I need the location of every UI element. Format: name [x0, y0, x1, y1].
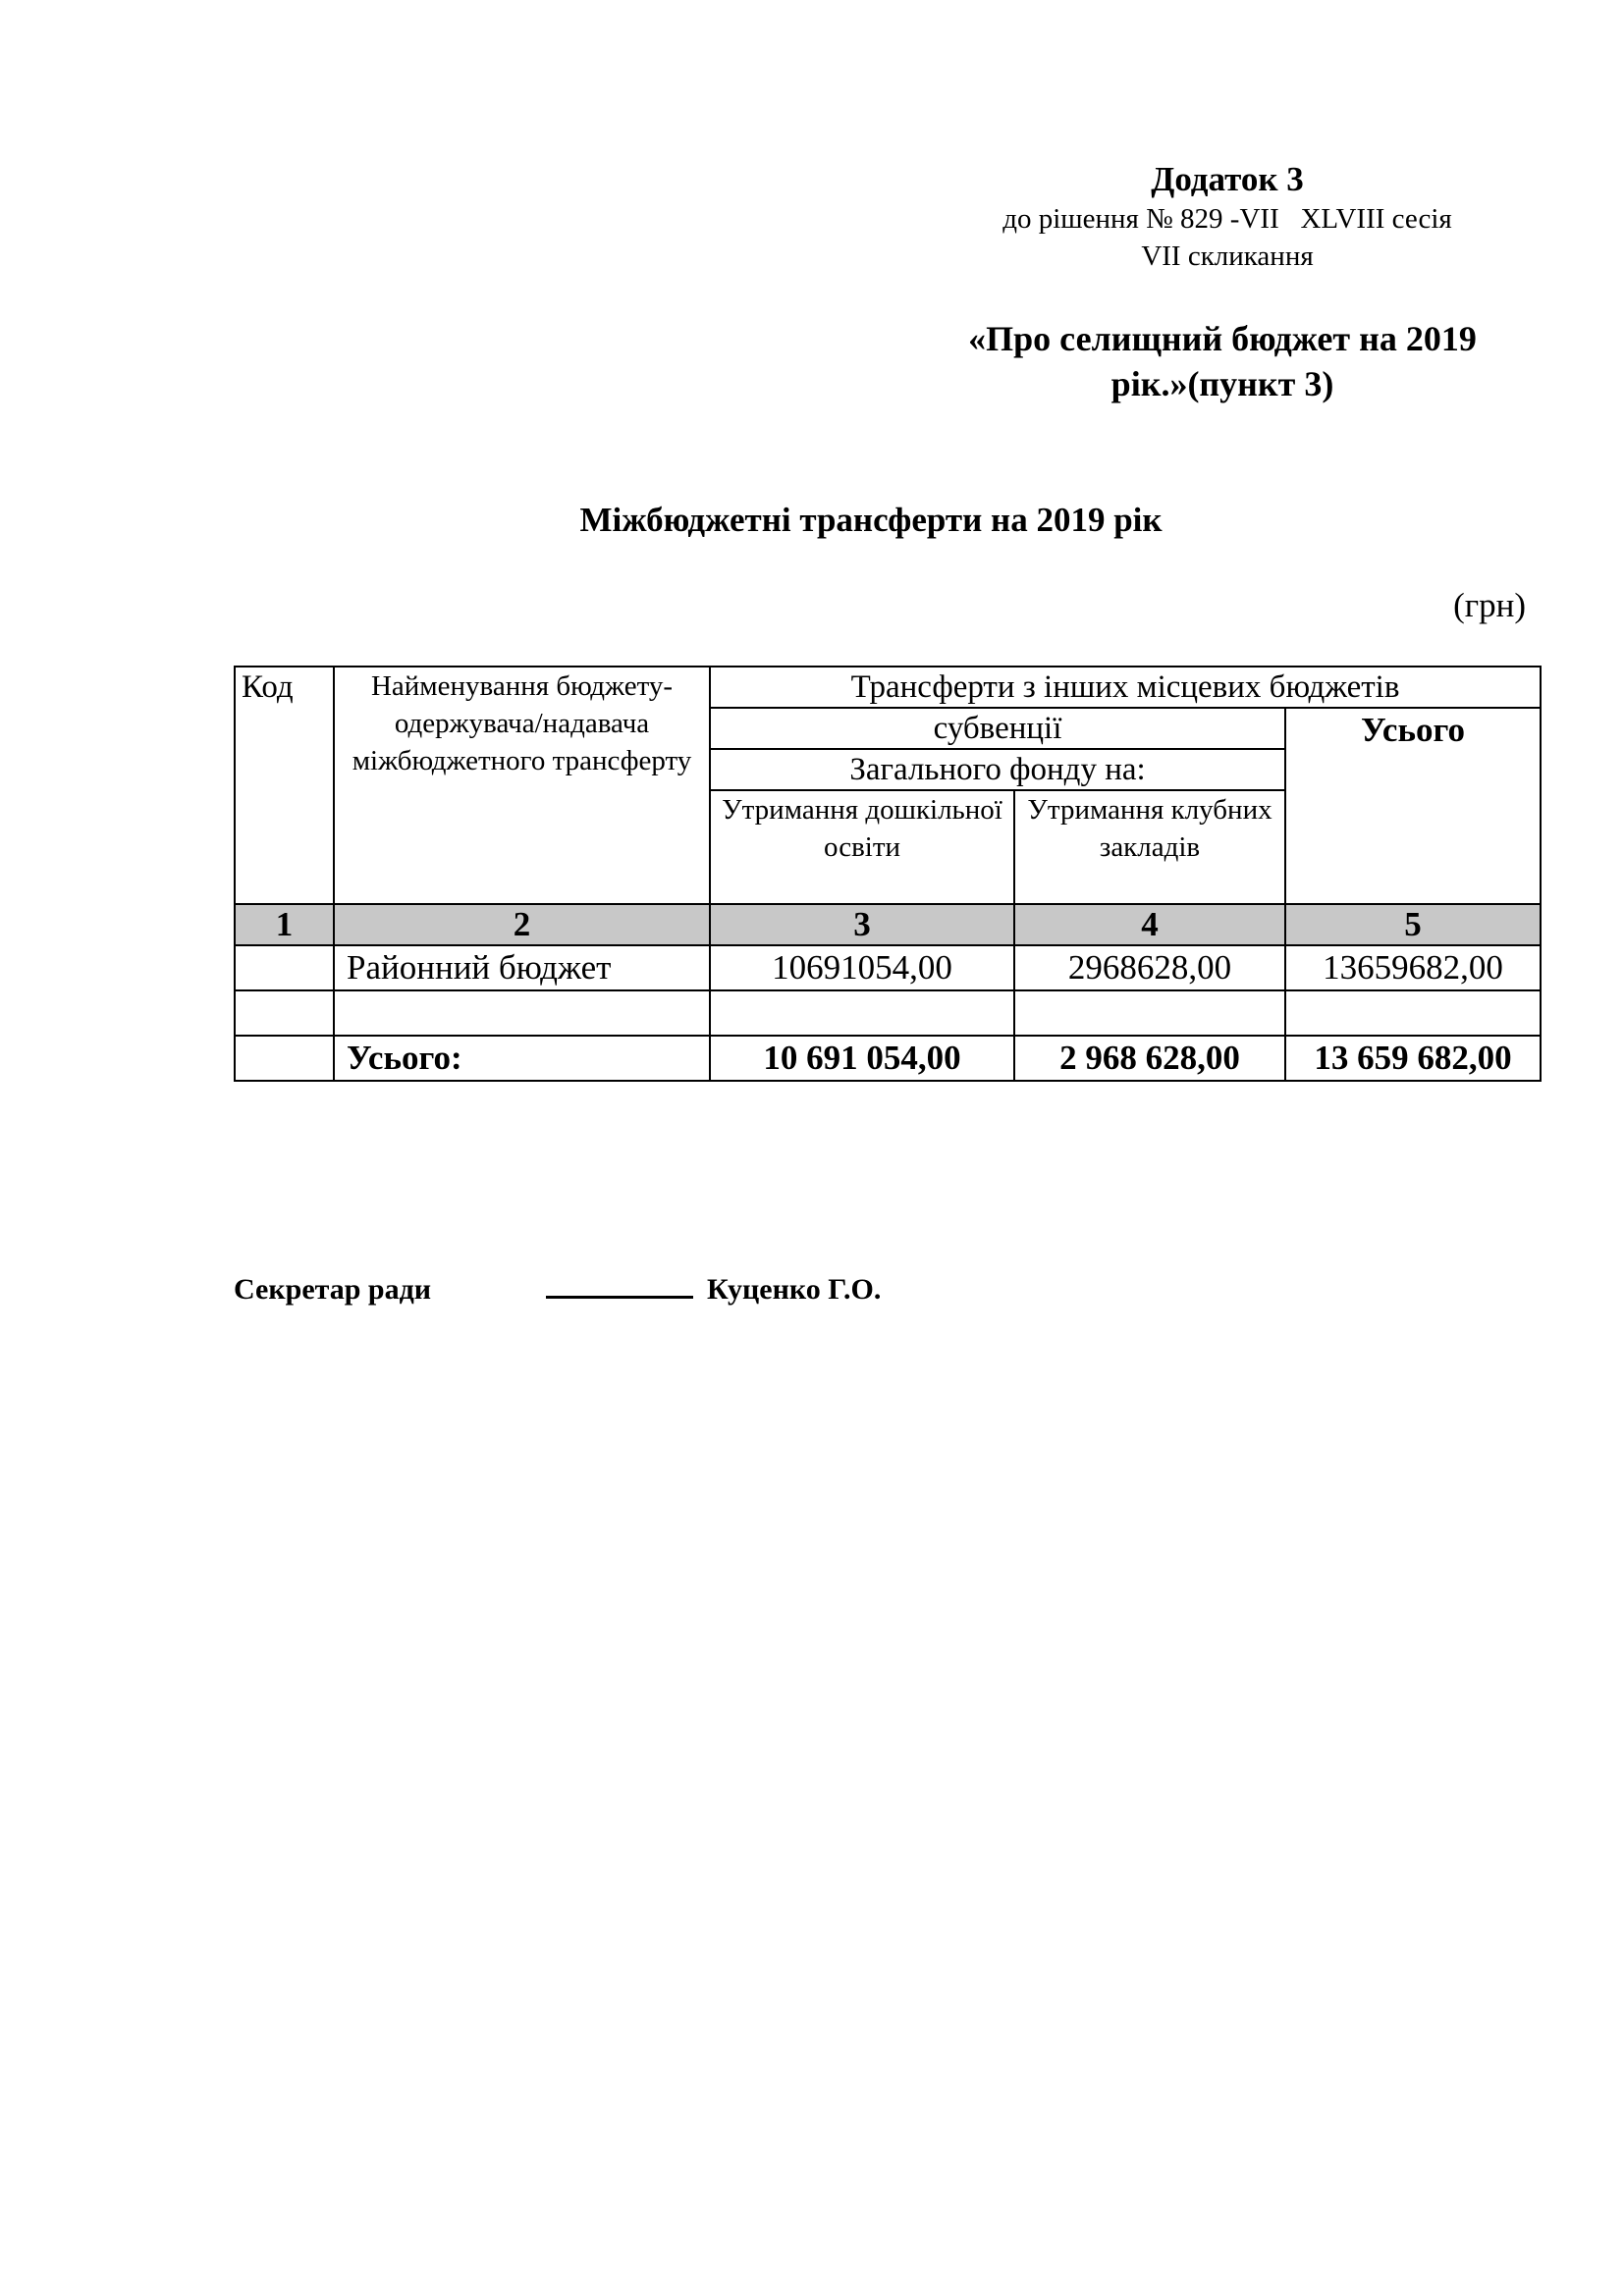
row-name: Районний бюджет — [334, 945, 710, 990]
header-row-1 — [235, 667, 1541, 708]
signature-line — [546, 1266, 693, 1299]
row-total — [1285, 990, 1541, 1036]
annex-header — [923, 159, 1532, 275]
row-clubs — [1014, 990, 1285, 1036]
signature-block — [234, 1266, 881, 1309]
decision-title — [884, 316, 1561, 406]
header-preschool: Утримання дошкільної освіти — [710, 790, 1014, 904]
document-title: Міжбюджетні трансферти на 2019 рік — [579, 501, 1163, 539]
header-general-fund: Загального фонду на: — [710, 749, 1285, 790]
table-row — [235, 990, 1541, 1036]
row-preschool — [710, 990, 1014, 1036]
totals-clubs: 2 968 628,00 — [1014, 1036, 1285, 1081]
column-number: 3 — [710, 904, 1014, 945]
totals-total: 13 659 682,00 — [1285, 1036, 1541, 1081]
header-code: Код — [235, 667, 334, 904]
row-code — [235, 990, 334, 1036]
signature-name: Куценко Г.О. — [707, 1273, 882, 1306]
column-number: 2 — [334, 904, 710, 945]
totals-row — [235, 1036, 1541, 1081]
row-name — [334, 990, 710, 1036]
header-clubs: Утримання клубних закладів — [1014, 790, 1285, 904]
annex-reference: до рішення № 829 -VII XLVIII сесія — [1002, 203, 1452, 235]
decision-title-line-1: «Про селищний бюджет на 2019 — [968, 319, 1477, 358]
units-label: (грн) — [1453, 586, 1526, 624]
row-code — [235, 945, 334, 990]
signature-role: Секретар ради — [234, 1273, 432, 1306]
row-preschool: 10691054,00 — [710, 945, 1014, 990]
row-clubs: 2968628,00 — [1014, 945, 1285, 990]
totals-preschool: 10 691 054,00 — [710, 1036, 1014, 1081]
annex-title: Додаток 3 — [1151, 160, 1304, 198]
header-name: Найменування бюджету-одержувача/надавача міжбюджетного трансферту — [334, 667, 710, 904]
totals-label: Усього: — [334, 1036, 710, 1081]
column-number-row — [235, 904, 1541, 945]
totals-code — [235, 1036, 334, 1081]
transfers-table — [234, 666, 1542, 1082]
column-number: 5 — [1285, 904, 1541, 945]
row-total: 13659682,00 — [1285, 945, 1541, 990]
header-subventions: субвенції — [710, 708, 1285, 749]
header-total: Усього — [1285, 708, 1541, 904]
decision-title-line-2: рік.»(пункт 3) — [1110, 364, 1334, 403]
header-transfers: Трансферти з інших місцевих бюджетів — [710, 667, 1541, 708]
column-number: 1 — [235, 904, 334, 945]
column-number: 4 — [1014, 904, 1285, 945]
table-row — [235, 945, 1541, 990]
annex-convocation: VII скликання — [1141, 240, 1314, 272]
